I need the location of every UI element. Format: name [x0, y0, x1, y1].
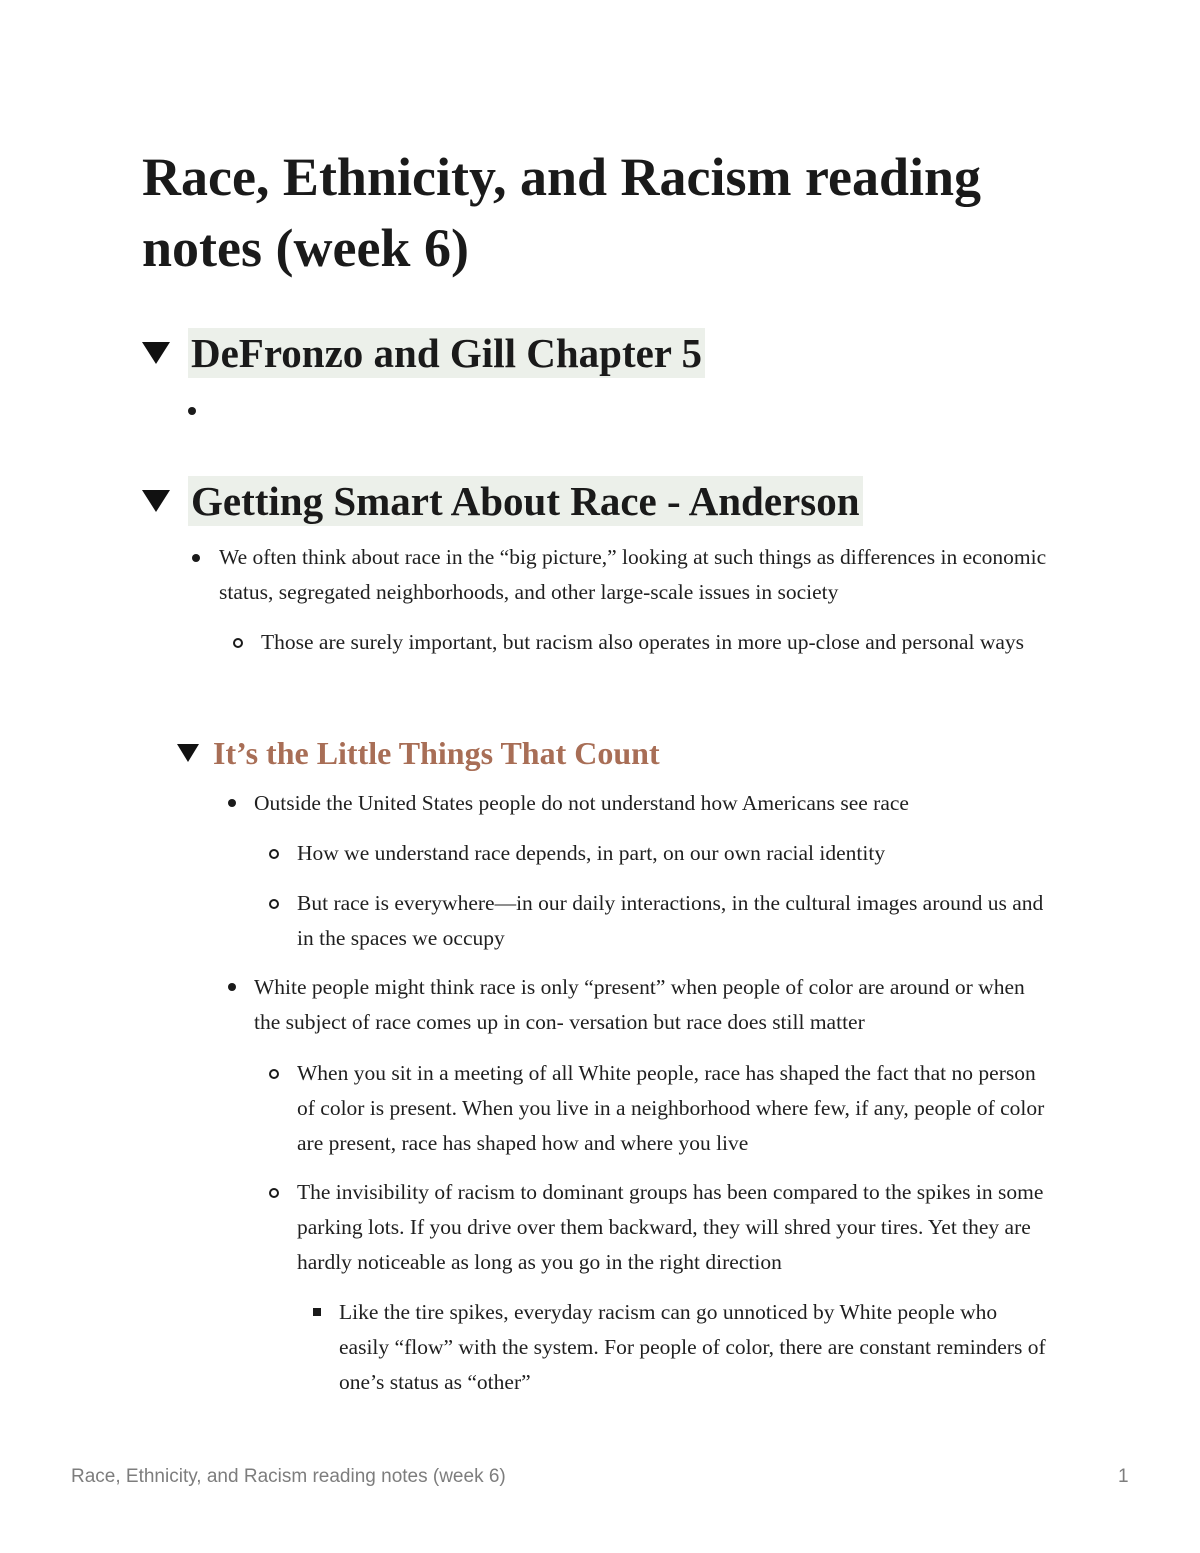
list-item: The invisibility of racism to dominant groups has been compared to the spikes in some parking lots. If you drive over them backward, they will shred your tires. Yet they are hardly noticeable as long as you go in the right direction [297, 1180, 1044, 1274]
toggle-triangle-icon[interactable] [177, 744, 199, 762]
circle-bullet-icon [269, 899, 279, 909]
circle-bullet-icon [269, 849, 279, 859]
heading-getting-smart: Getting Smart About Race - Anderson [188, 476, 863, 526]
heading-little-things: It’s the Little Things That Count [213, 735, 660, 771]
toggle-defronzo[interactable] [142, 328, 705, 378]
empty-bullet-icon [188, 407, 196, 415]
toggle-triangle-icon[interactable] [142, 490, 170, 512]
list-item: We often think about race in the “big picture,” looking at such things as differences in economic status, segregated neighborhoods, and other large-scale issues in society [219, 545, 1047, 604]
list-item: But race is everywhere—in our daily interactions, in the cultural images around us and in the spaces we occupy [297, 891, 1044, 950]
page-number: 1 [1118, 1466, 1129, 1487]
list-item: Like the tire spikes, everyday racism can go unnoticed by White people who easily “flow” with the system. For people of color, there are constant reminders of one’s status as “other” [339, 1300, 1046, 1394]
heading-defronzo: DeFronzo and Gill Chapter 5 [188, 328, 705, 378]
circle-bullet-icon [233, 638, 243, 648]
circle-bullet-icon [269, 1069, 279, 1079]
square-bullet-icon [313, 1308, 321, 1316]
bullet-icon [228, 799, 236, 807]
bullet-icon [228, 983, 236, 991]
page-title: Race, Ethnicity, and Racism reading notes (week 6) [142, 147, 982, 278]
list-item: How we understand race depends, in part, on our own racial identity [297, 841, 886, 865]
list-item: When you sit in a meeting of all White people, race has shaped the fact that no person of color is present. When you live in a neighborhood where few, if any, people of color are present, race has shaped how and where you live [297, 1061, 1045, 1155]
circle-bullet-icon [269, 1188, 279, 1198]
list-item: White people might think race is only “present” when people of color are around or when the subject of race comes up in con- versation but race does still matter [254, 975, 1025, 1034]
footer-title: Race, Ethnicity, and Racism reading notes (week 6) [71, 1466, 506, 1487]
toggle-little-things[interactable] [177, 733, 660, 773]
toggle-triangle-icon[interactable] [142, 342, 170, 364]
toggle-getting-smart[interactable] [142, 476, 863, 526]
list-item: Outside the United States people do not understand how Americans see race [254, 791, 909, 815]
list-item: Those are surely important, but racism also operates in more up-close and personal ways [261, 630, 1025, 654]
bullet-icon [192, 554, 200, 562]
